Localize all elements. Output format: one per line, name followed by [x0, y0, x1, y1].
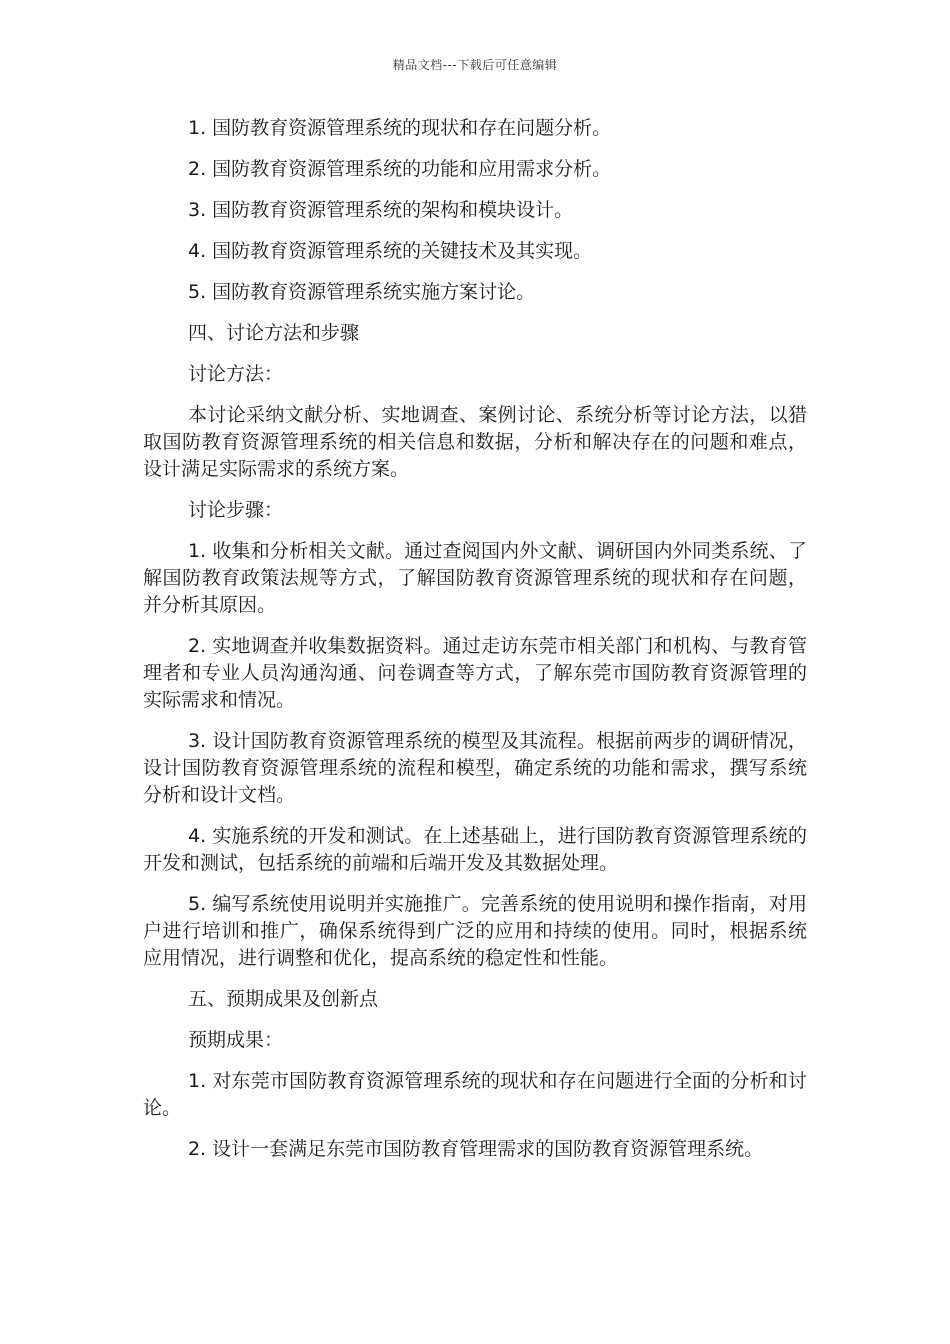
list-item-key-tech: 4. 国防教育资源管理系统的关键技术及其实现。	[188, 240, 593, 262]
subheading-outcomes: 预期成果：	[188, 1029, 284, 1051]
list-item-implementation: 5. 国防教育资源管理系统实施方案讨论。	[188, 281, 536, 303]
list-item-architecture: 3. 国防教育资源管理系统的架构和模块设计。	[188, 199, 574, 221]
step-item-promotion: 5. 编写系统使用说明并实施推广。完善系统的使用说明和操作指南，对用户进行培训和推广，确保系统得到广泛的应用和持续的使用。同时，根据系统应用情况，进行调整和优化，提高系统的稳定性和性能。	[143, 893, 807, 969]
list-item-requirements: 2. 国防教育资源管理系统的功能和应用需求分析。	[188, 158, 612, 180]
outcome-item-system: 2. 设计一套满足东莞市国防教育管理需求的国防教育资源管理系统。	[188, 1138, 764, 1160]
list-item-analysis: 1. 国防教育资源管理系统的现状和存在问题分析。	[188, 117, 612, 139]
page-header: 精品文档---下载后可任意编辑	[392, 58, 558, 72]
subheading-steps: 讨论步骤：	[188, 499, 284, 521]
section-heading-methods: 四、讨论方法和步骤	[188, 322, 360, 344]
section-heading-outcomes: 五、预期成果及创新点	[188, 988, 379, 1010]
methods-paragraph: 本讨论采纳文献分析、实地调查、案例讨论、系统分析等讨论方法，以猎取国防教育资源管理系统的相关信息和数据，分析和解决存在的问题和难点，设计满足实际需求的系统方案。	[143, 404, 807, 480]
subheading-methods: 讨论方法：	[188, 363, 284, 385]
step-item-development: 4. 实施系统的开发和测试。在上述基础上，进行国防教育资源管理系统的开发和测试，包括系统的前端和后端开发及其数据处理。	[143, 825, 807, 874]
step-item-literature: 1. 收集和分析相关文献。通过查阅国内外文献、调研国内外同类系统、了解国防教育政策法规等方式，了解国防教育资源管理系统的现状和存在问题，并分析其原因。	[143, 540, 807, 616]
step-item-design: 3. 设计国防教育资源管理系统的模型及其流程。根据前两步的调研情况，设计国防教育资源管理系统的流程和模型，确定系统的功能和需求，撰写系统分析和设计文档。	[143, 730, 807, 806]
document-body	[143, 115, 807, 1177]
outcome-item-analysis: 1. 对东莞市国防教育资源管理系统的现状和存在问题进行全面的分析和讨论。	[143, 1070, 807, 1119]
step-item-survey: 2. 实地调查并收集数据资料。通过走访东莞市相关部门和机构、与教育管理者和专业人员沟通沟通、问卷调查等方式，了解东莞市国防教育资源管理的实际需求和情况。	[143, 635, 807, 711]
